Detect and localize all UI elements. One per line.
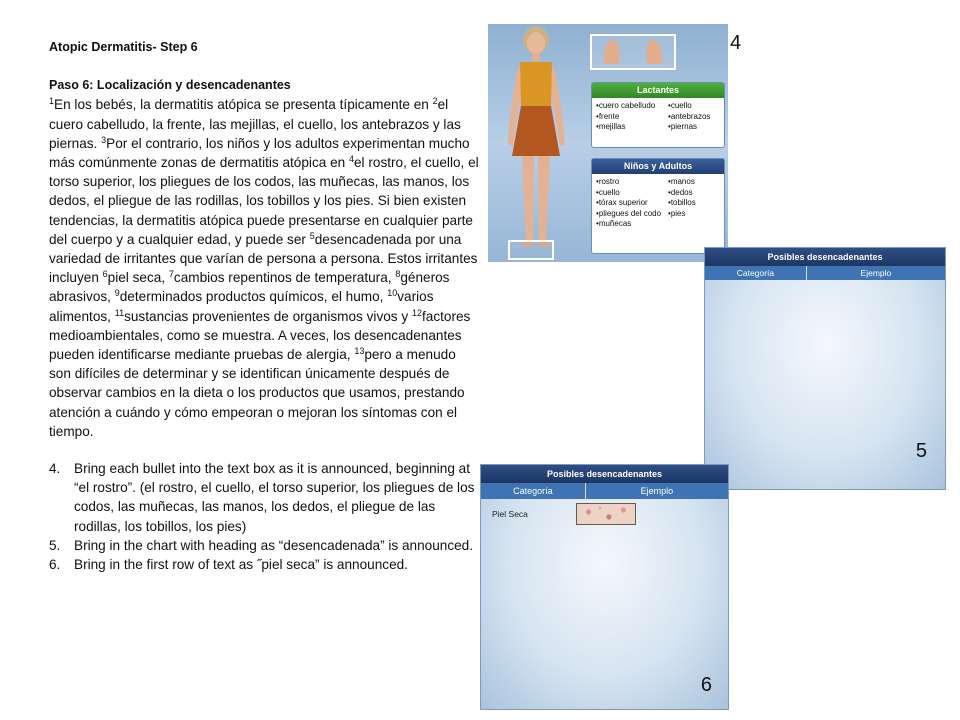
- slide-4-number: 4: [730, 32, 742, 54]
- dry-skin-image: [576, 503, 636, 525]
- slide-5-number: 5: [915, 440, 927, 462]
- lactantes-heading: Lactantes: [592, 83, 724, 98]
- list-item: • muñecas: [596, 219, 668, 230]
- instruction-number: 4.: [49, 461, 61, 477]
- segment-10: varios alimentos,: [49, 289, 434, 324]
- example-column-header: Ejemplo: [807, 266, 945, 280]
- list-item: • pliegues del codo: [596, 209, 668, 220]
- segment-4: el rostro, el cuello, el torso superior, los pliegues de los codos, las muñecas, las manos, los dedos, el pliegue de las rodillas, los tobillos y los pies. Si bien existen tendencias, la dermatitis atópica puede presentarse en cualquier parte del cuerpo y a cualquier edad, y puede ser: [49, 155, 479, 247]
- slide-4-thumbnail: [488, 24, 728, 262]
- woman-figure-illustration: [496, 26, 574, 258]
- list-item: • tórax superior: [596, 198, 668, 209]
- segment-2: el cuero cabelludo, la frente, las mejillas, el cuello, los antebrazos y las piernas.: [49, 97, 461, 151]
- list-item: • cuello: [596, 188, 668, 199]
- marker-13: 13: [354, 346, 365, 357]
- list-item: • antebrazos: [668, 112, 720, 123]
- marker-4: 4: [348, 154, 354, 165]
- slide-5-thumbnail: [704, 247, 946, 490]
- marker-8: 8: [395, 269, 401, 280]
- triggers-heading: Posibles desencadenantes: [481, 465, 728, 483]
- example-column-header: Ejemplo: [586, 483, 728, 499]
- instruction-item: [49, 555, 481, 574]
- marker-1: 1: [49, 96, 55, 107]
- triggers-column-headers: [481, 483, 728, 499]
- lactantes-list-right: [668, 101, 720, 133]
- narration-paragraph: [49, 95, 481, 441]
- triggers-heading: Posibles desencadenantes: [705, 248, 945, 266]
- ninos-list-left: [596, 177, 668, 230]
- list-item: • tobillos: [668, 198, 720, 209]
- marker-5: 5: [309, 230, 315, 241]
- marker-9: 9: [114, 288, 120, 299]
- list-item: • dedos: [668, 188, 720, 199]
- marker-2: 2: [432, 96, 438, 107]
- segment-1: En los bebés, la dermatitis atópica se presenta típicamente en: [54, 97, 433, 113]
- segment-6: piel seca,: [107, 270, 169, 286]
- marker-3: 3: [101, 134, 107, 145]
- triggers-column-headers: [705, 266, 945, 280]
- instruction-item: [49, 536, 481, 555]
- trigger-category-label: Piel Seca: [492, 509, 528, 519]
- segment-13: pero a menudo son difíciles de determinar y se identifican únicamente después de observar cambios en la dieta o los productos que usamos, prestando atención a cuándo y cómo empeoran o mejoran los síntomas con el tiempo.: [49, 347, 465, 439]
- segment-12: factores medioambientales, como se muestra. A veces, los desencadenantes pueden identificarse mediante pruebas de alergia,: [49, 308, 471, 363]
- slide-6-number: 6: [700, 674, 712, 696]
- instruction-number: 6.: [49, 557, 61, 573]
- segment-11: sustancias provenientes de organismos vivos y: [124, 308, 412, 324]
- segment-8: géneros abrasivos,: [49, 270, 450, 305]
- list-item: • piernas: [668, 122, 720, 133]
- instruction-item: [49, 459, 481, 536]
- list-item: • rostro: [596, 177, 668, 188]
- step-subtitle: Paso 6: Localización y desencadenantes: [49, 78, 291, 93]
- category-column-header: Categoría: [481, 483, 586, 499]
- feet-closeup-box: [590, 34, 676, 70]
- ninos-adultos-heading: Niños y Adultos: [592, 159, 724, 174]
- document-text: [49, 38, 481, 574]
- lactantes-list-left: [596, 101, 668, 133]
- instruction-number: 5.: [49, 537, 61, 553]
- feet-highlight-box: [508, 240, 554, 260]
- list-item: • pies: [668, 209, 720, 220]
- lactantes-panel: [591, 82, 725, 148]
- list-item: • cuero cabelludo: [596, 101, 668, 112]
- marker-7: 7: [168, 269, 174, 280]
- document-title: Atopic Dermatitis- Step 6: [49, 40, 198, 54]
- list-item: • mejillas: [596, 122, 668, 133]
- list-item: • manos: [668, 177, 720, 188]
- instruction-text: Bring in the first row of text as ˝piel seca” is announced.: [74, 557, 408, 573]
- feet-icon: [592, 36, 674, 68]
- trigger-row: [481, 503, 728, 525]
- slide-6-thumbnail: [480, 464, 729, 710]
- ninos-adultos-panel: [591, 158, 725, 254]
- step-instructions: [49, 459, 481, 574]
- marker-12: 12: [411, 307, 422, 318]
- segment-7: cambios repentinos de temperatura,: [173, 270, 396, 286]
- category-column-header: Categoría: [705, 266, 807, 280]
- list-item: • cuello: [668, 101, 720, 112]
- segment-9: determinados productos químicos, el humo,: [119, 289, 388, 305]
- marker-11: 11: [114, 307, 125, 318]
- ninos-list-right: [668, 177, 720, 230]
- instruction-text: Bring in the chart with heading as “desencadenada” is announced.: [74, 537, 474, 553]
- marker-10: 10: [387, 288, 398, 299]
- segment-5: desencadenada por una variedad de irritantes que varían de persona a persona. Estos irritantes incluyen: [49, 231, 478, 286]
- list-item: • frente: [596, 112, 668, 123]
- instruction-text: Bring each bullet into the text box as it is announced, beginning at “el rostro”. (el rostro, el cuello, el torso superior, los pliegues de los codos, las muñecas, las manos, los dedos, el pliegue de las rodillas, los tobillos, los pies): [74, 461, 475, 534]
- segment-3: Por el contrario, los niños y los adultos experimentan mucho más comúnmente zonas de dermatitis atópica en: [49, 135, 470, 171]
- marker-6: 6: [102, 269, 108, 280]
